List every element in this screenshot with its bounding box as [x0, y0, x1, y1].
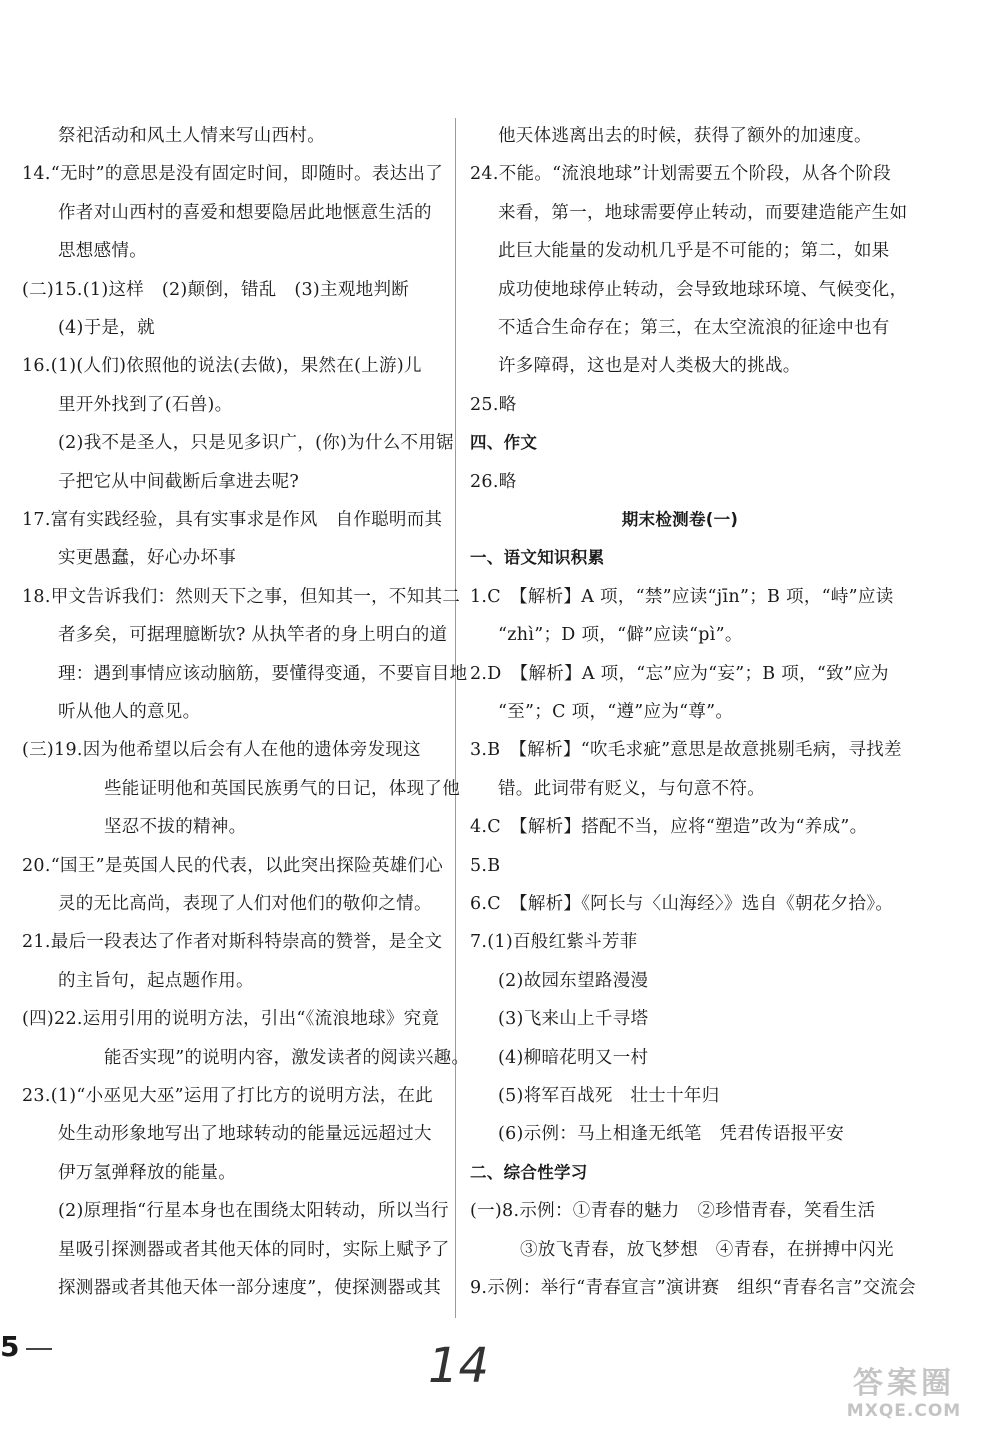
text-line: 16.(1)(人们)依照他的说法(去做)，果然在(上游)儿	[22, 356, 422, 377]
text-line: (四)22.运用引用的说明方法，引出“《流浪地球》究竟	[22, 1009, 440, 1030]
text-line: 9.示例：举行“青春宣言”演讲赛 组织“青春名言”交流会	[470, 1278, 916, 1298]
text-line: 4.C 【解析】搭配不当，应将“塑造”改为“养成”。	[470, 817, 868, 838]
text-line: 星吸引探测器或者其他天体的同时，实际上赋予了	[58, 1239, 450, 1260]
text-line: 6.C 【解析】《阿长与〈山海经〉》选自《朝花夕拾》。	[470, 894, 894, 914]
text-line: 1.C 【解析】A 项，“禁”应读“jīn”；B 项，“峙”应读	[470, 586, 894, 607]
text-line: 思想感情。	[58, 241, 147, 262]
text-line: (三)19.因为他希望以后会有人在他的遗体旁发现这	[22, 740, 421, 761]
text-line: 里开外找到了(石兽)。	[58, 394, 233, 415]
text-line: “zhì”；D 项，“僻”应读“pì”。	[498, 625, 743, 646]
text-line: 20.“国王”是英国人民的代表，以此突出探险英雄们心	[22, 855, 444, 876]
text-line: (二)15.(1)这样 (2)颠倒，错乱 (3)主观地判断	[22, 279, 410, 300]
text-line: 26.略	[470, 471, 517, 492]
text-line: 他天体逃离出去的时候，获得了额外的加速度。	[498, 126, 872, 146]
text-line: 17.富有实践经验，具有实事求是作风 自作聪明而其	[22, 510, 443, 530]
text-line: (2)故园东望路漫漫	[498, 970, 649, 991]
text-line: 3.B 【解析】“吹毛求疵”意思是故意挑剔毛病，寻找差	[470, 740, 902, 761]
text-line: 14.“无时”的意思是没有固定时间，即随时。表达出了	[22, 164, 444, 185]
section-heading: 一、语文知识积累	[470, 548, 605, 568]
text-line: (2)我不是圣人，只是见多识广，(你)为什么不用锯	[58, 433, 454, 454]
text-line: 些能证明他和英国民族勇气的日记，体现了他	[104, 778, 460, 799]
text-line: ③放飞青春，放飞梦想 ④青春，在拼搏中闪光	[520, 1239, 894, 1260]
page-number: 5	[0, 1330, 20, 1363]
text-line: 23.(1)“小巫见大巫”运用了打比方的说明方法，在此	[22, 1086, 434, 1106]
section-heading: 期末检测卷(一)	[621, 510, 739, 529]
page-number-rule	[26, 1348, 52, 1350]
text-line: 5.B	[470, 855, 501, 876]
text-line: 能否实现”的说明内容，激发读者的阅读兴趣。	[104, 1047, 470, 1068]
text-line: (4)于是，就	[58, 318, 155, 338]
column-divider	[455, 118, 456, 1318]
text-line: (3)飞来山上千寻塔	[498, 1009, 649, 1030]
watermark	[818, 1368, 990, 1426]
text-line: (2)原理指“行星本身也在围绕太阳转动，所以当行	[58, 1201, 449, 1222]
text-line: 听从他人的意见。	[58, 702, 201, 722]
text-line: 2.D 【解析】A 项，“忘”应为“妄”；B 项，“致”应为	[470, 663, 889, 684]
text-line: “至”；C 项，“遵”应为“尊”。	[498, 702, 734, 722]
text-line: 理：遇到事情应该动脑筋，要懂得变通，不要盲目地	[58, 663, 468, 684]
text-line: (6)示例：马上相逢无纸笔 凭君传语报平安	[498, 1124, 845, 1145]
text-line: 24.不能。“流浪地球”计划需要五个阶段，从各个阶段	[470, 164, 892, 185]
section-heading: 四、作文	[470, 433, 538, 453]
text-line: 祭祀活动和风土人情来写山西村。	[58, 126, 325, 146]
text-line: (4)柳暗花明又一村	[498, 1047, 649, 1068]
watermark-logo-text: 答案圈	[853, 1366, 955, 1401]
text-line: 成功使地球停止转动，会导致地球环境、气候变化，	[498, 279, 908, 300]
watermark-url: MXQE.COM	[846, 1401, 962, 1421]
text-line: 的主旨句，起点题作用。	[58, 970, 254, 991]
text-line: (5)将军百战死 壮士十年归	[498, 1086, 720, 1106]
text-line: 18.甲文告诉我们：然则天下之事，但知其一，不知其二	[22, 586, 461, 607]
text-line: 错。此词带有贬义，与句意不符。	[498, 778, 765, 799]
text-line: 探测器或者其他天体一部分速度”，使探测器或其	[58, 1278, 442, 1298]
handwritten-page-number: 14	[428, 1338, 490, 1394]
text-line: 许多障碍，这也是对人类极大的挑战。	[498, 356, 801, 377]
text-line: 坚忍不拔的精神。	[104, 817, 247, 838]
text-line: 灵的无比高尚，表现了人们对他们的敬仰之情。	[58, 894, 432, 914]
text-line: 来看，第一，地球需要停止转动，而要建造能产生如	[498, 202, 908, 223]
text-line: 25.略	[470, 394, 517, 415]
text-line: 者多矣，可据理臆断欤? 从执竿者的身上明白的道	[58, 625, 448, 646]
text-line: 不适合生命存在；第三，在太空流浪的征途中也有	[498, 318, 890, 338]
text-line: 伊万氢弹释放的能量。	[58, 1162, 236, 1183]
text-line: 7.(1)百般红紫斗芳菲	[470, 932, 638, 953]
text-line: 实更愚蠢，好心办坏事	[58, 548, 236, 569]
text-line: (一)8.示例：①青春的魅力 ②珍惜青春，笑看生活	[470, 1201, 876, 1222]
text-line: 此巨大能量的发动机几乎是不可能的；第二，如果	[498, 241, 890, 262]
text-line: 21.最后一段表达了作者对斯科特崇高的赞誉，是全文	[22, 932, 443, 953]
text-line: 子把它从中间截断后拿进去呢?	[58, 471, 300, 492]
text-line: 处生动形象地写出了地球转动的能量远远超过大	[58, 1124, 432, 1145]
section-heading: 二、综合性学习	[470, 1162, 588, 1182]
text-line: 作者对山西村的喜爱和想要隐居此地惬意生活的	[58, 202, 432, 223]
